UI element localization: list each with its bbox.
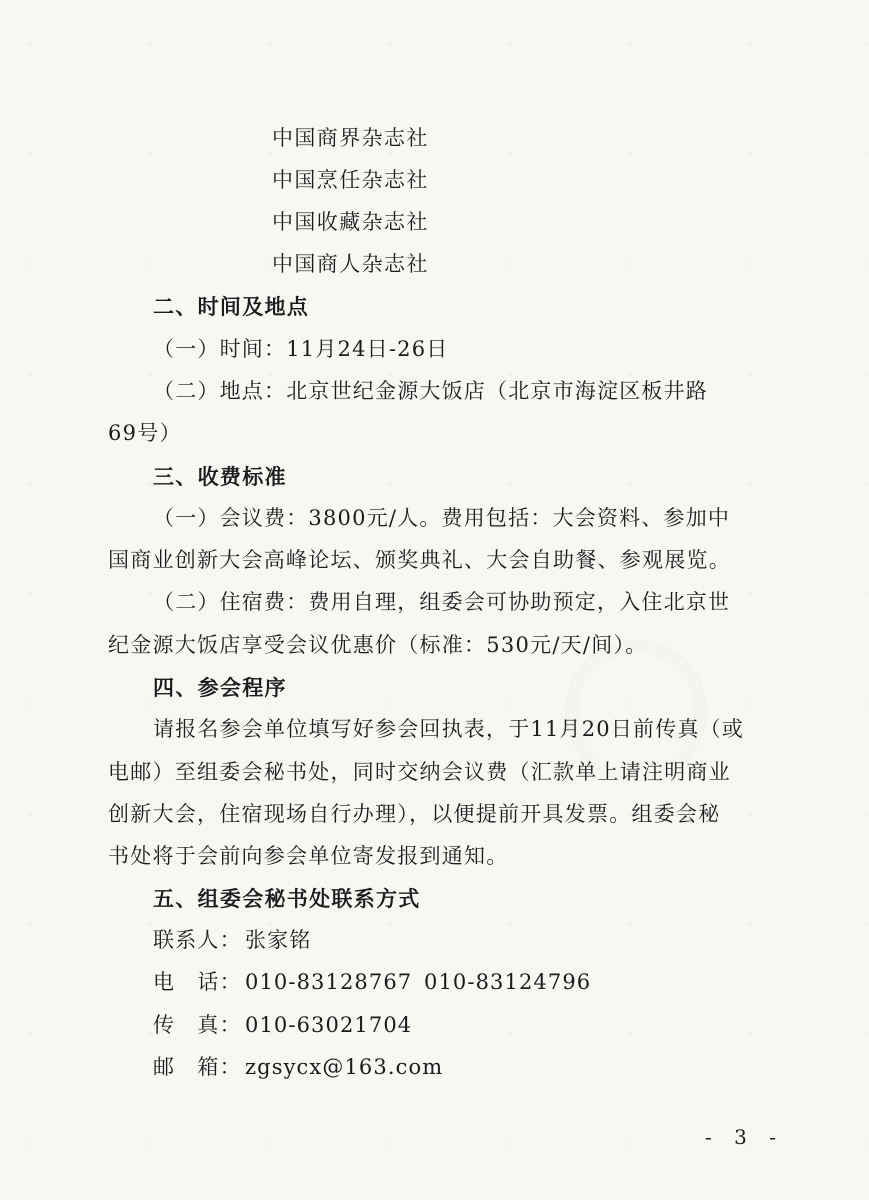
meeting-location-continued: 69号） [108,421,182,445]
meeting-fee-continued: 国商业创新大会高峰论坛、颁奖典礼、大会自助餐、参观展览。 [108,548,731,572]
page-number: - 3 - [705,1125,784,1149]
procedure-heading: 四、参会程序 [153,675,287,700]
contact-heading: 五、组委会秘书处联系方式 [153,886,421,911]
procedure-text: 创新大会，住宿现场自行办理），以便提前开具发票。组委会秘 [108,802,721,826]
meeting-time: （一）时间：11月24日-26日 [153,337,449,361]
lodging-fee: （二）住宿费：费用自理，组委会可协助预定，入住北京世 [153,590,731,614]
meeting-location: （二）地点：北京世纪金源大饭店（北京市海淀区板井路 [153,379,708,403]
email-label: 邮 箱： [153,1055,242,1079]
procedure-text: 请报名参会单位填写好参会回执表，于11月20日前传真（或 [153,717,745,741]
procedure-text: 书处将于会前向参会单位寄发报到通知。 [108,844,509,868]
fax-label: 传 真： [153,1013,242,1037]
lodging-fee-continued: 纪金源大饭店享受会议优惠价（标准：530元/天/间）。 [108,633,648,657]
time-location-heading: 二、时间及地点 [153,294,310,319]
fax-number: 010-63021704 [245,1013,413,1037]
contact-person: 张家铭 [245,928,312,952]
organization-line: 中国商界杂志社 [272,126,429,150]
fees-heading: 三、收费标准 [153,464,287,489]
procedure-text: 电邮）至组委会秘书处，同时交纳会议费（汇款单上请注明商业 [108,760,731,784]
phone-number-1: 010-83128767 [245,970,413,994]
contact-person-label: 联系人： [153,928,242,952]
email-address: zgsycx@163.com [245,1055,444,1079]
phone-number-2: 010-83124796 [424,970,592,994]
organization-line: 中国收藏杂志社 [272,210,429,234]
organization-line: 中国商人杂志社 [272,252,429,276]
organization-line: 中国烹任杂志社 [272,168,429,192]
phone-label: 电 话： [153,970,242,994]
meeting-fee: （一）会议费：3800元/人。费用包括：大会资料、参加中 [153,506,731,530]
